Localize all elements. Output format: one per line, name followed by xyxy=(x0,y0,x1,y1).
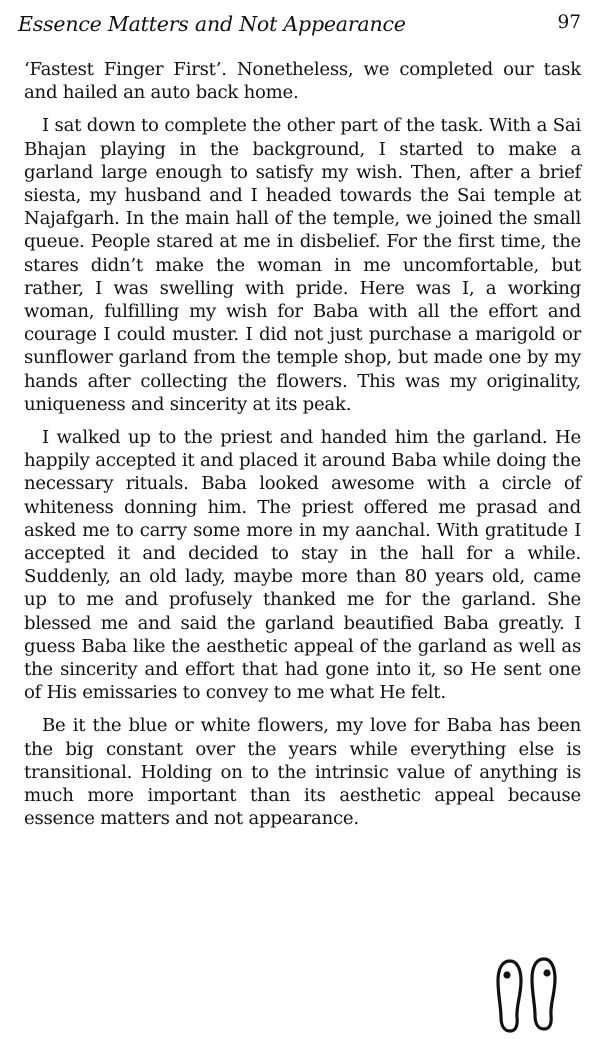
paduka-footprints-icon xyxy=(492,957,564,1033)
paragraph-2: I sat down to complete the other part of the task. With a Sai Bhajan playing in the background, I started to make a garland large enough to satisfy my wish. Then, after a brief siesta, my husband and I headed towards the Sai temple at Najafgarh. In the main hall of the temple, we joined the small queue. People stared at me in disbelief. For the first time, the stares didn’t make the woman in me uncomfortable, but rather, I was swelling with pride. Here was I, a working woman, fulfilling my wish for Baba with all the effort and courage I could muster. I did not just purchase a marigold or sunflower garland from the temple shop, but made one by my hands after collecting the flowers. This was my originality, uniqueness and sincerity at its peak. xyxy=(24,115,581,415)
running-head-title: Essence Matters and Not Appearance xyxy=(18,12,406,36)
paragraph-1: ‘Fastest Finger First’. Nonetheless, we completed our task and hailed an auto back home. xyxy=(24,59,581,104)
page-number: 97 xyxy=(557,12,581,33)
paragraph-3: I walked up to the priest and handed him the garland. He happily accepted it and placed it around Baba while doing the necessary rituals. Baba looked awesome with a circle of whiteness donning him. The priest offered me prasad and asked me to carry some more in my aanchal. With gratitude I accepted it and decided to stay in the hall for a while. Suddenly, an old lady, maybe more than 80 years old, came up to me and profusely thanked me for the garland. She blessed me and said the garland beautified Baba greatly. I guess Baba like the aesthetic appeal of the garland as well as the sincerity and effort that had gone into it, so He sent one of His emissaries to convey to me what He felt. xyxy=(24,427,581,704)
body-text xyxy=(24,58,581,831)
paragraph-4: Be it the blue or white flowers, my love for Baba has been the big constant over the years while everything else is transitional. Holding on to the intrinsic value of anything is much more important than its aesthetic appeal because essence matters and not appearance. xyxy=(24,715,581,830)
